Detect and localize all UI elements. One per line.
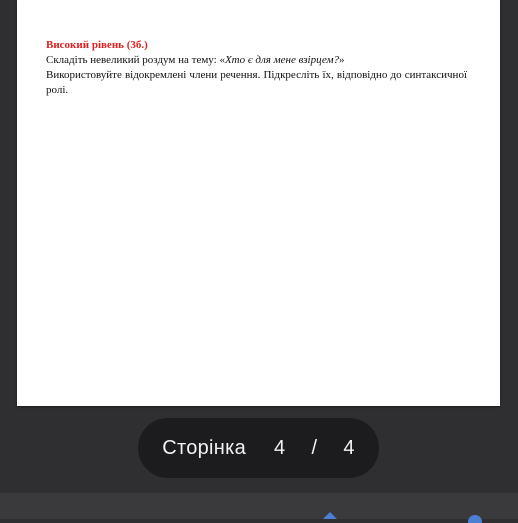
current-page: 4 bbox=[274, 436, 286, 459]
bottom-toolbar bbox=[0, 493, 518, 519]
task-suffix: » bbox=[339, 54, 345, 66]
task-line bbox=[46, 53, 467, 68]
edge-icon[interactable] bbox=[468, 515, 482, 523]
task-prefix: Складіть невеликий роздум на тему: « bbox=[46, 54, 225, 66]
total-pages: 4 bbox=[343, 436, 355, 459]
up-arrow-icon[interactable] bbox=[323, 512, 337, 519]
level-heading: Високий рівень (3б.) bbox=[46, 39, 148, 51]
page-indicator bbox=[138, 418, 379, 478]
page-indicator-label: Сторінка bbox=[162, 436, 247, 459]
document-content bbox=[46, 38, 467, 98]
page-separator: / bbox=[311, 436, 318, 459]
task-topic: Хто є для мене взірцем? bbox=[224, 54, 340, 66]
document-page bbox=[17, 0, 500, 406]
instruction-text: Використовуйте відокремлені члени речення. Підкресліть їх, відповідно до синтаксичної ролі. bbox=[46, 69, 467, 96]
